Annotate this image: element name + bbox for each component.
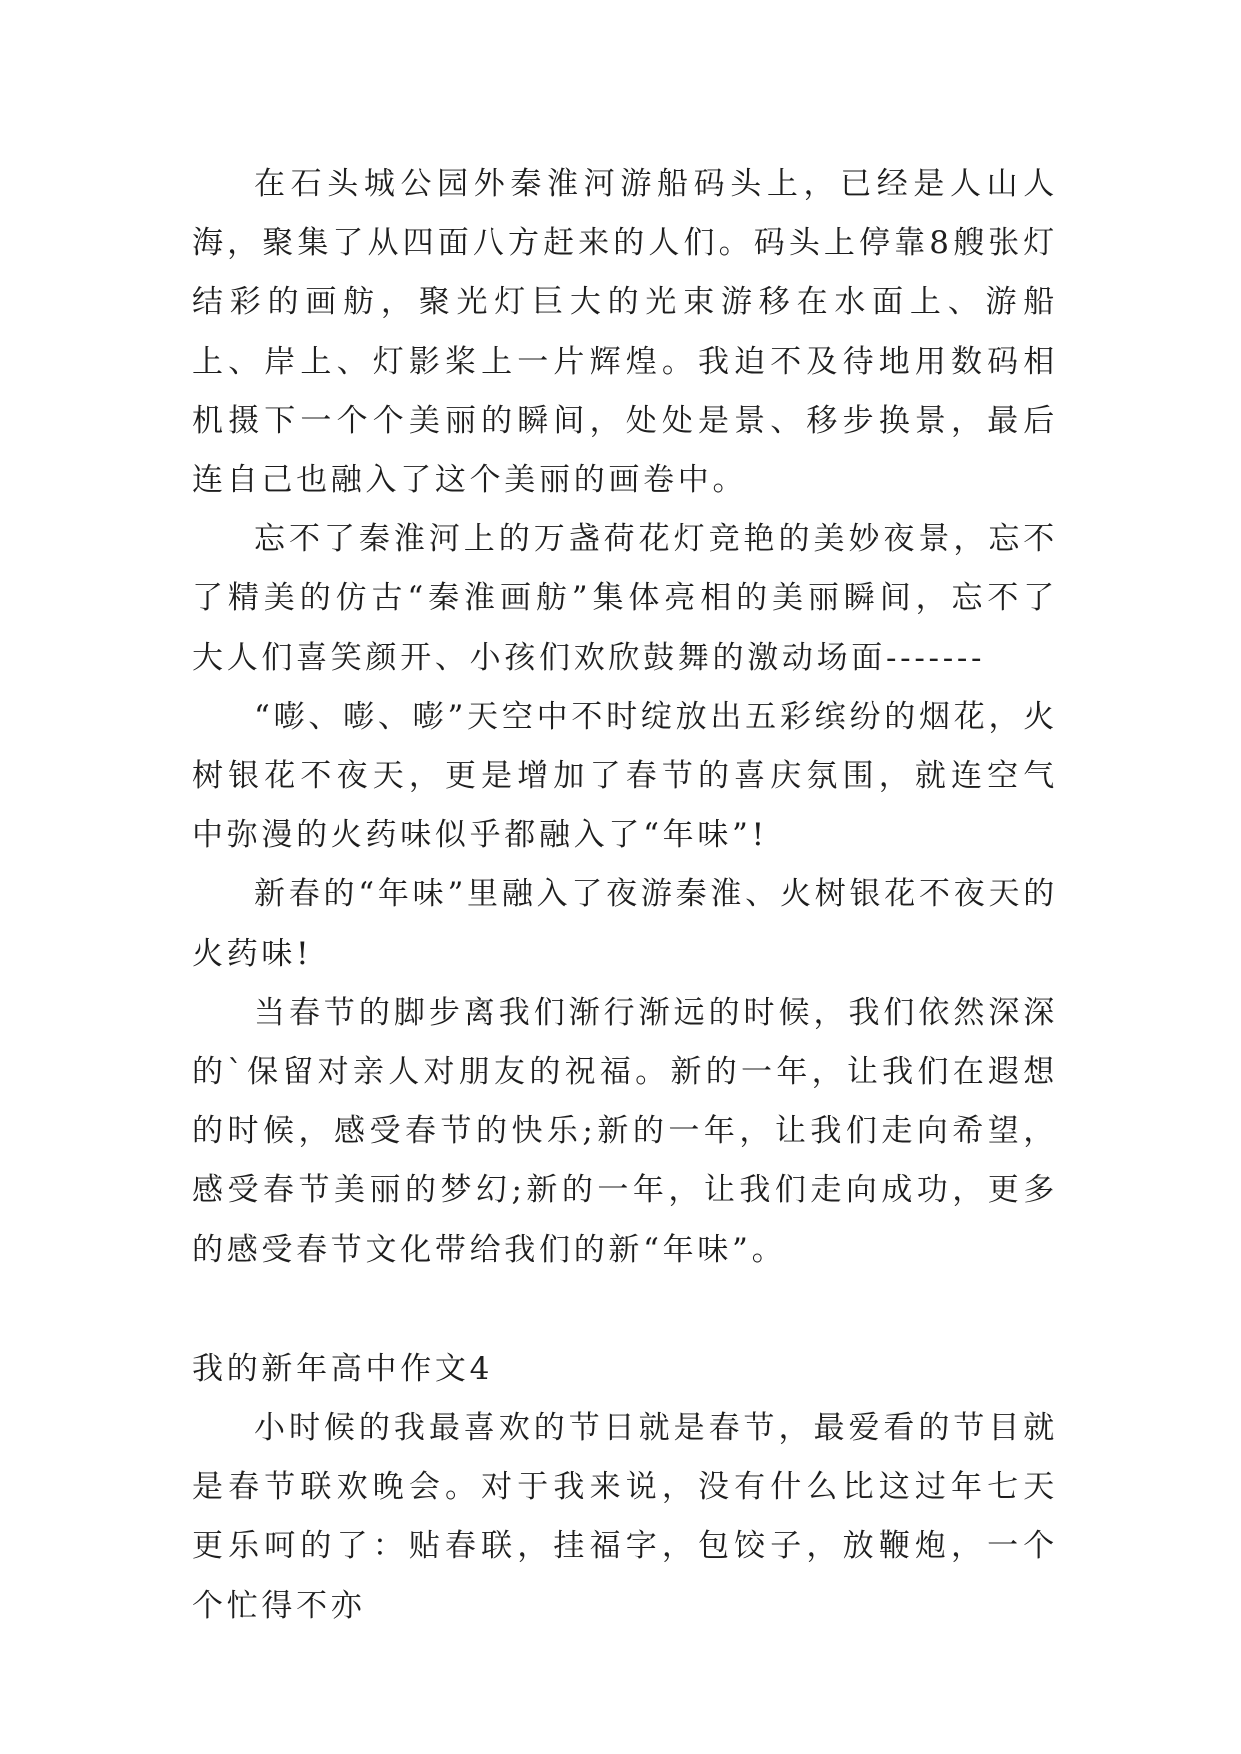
section-heading: 我的新年高中作文4 — [192, 1350, 494, 1387]
paragraph-5: 当春节的脚步离我们渐行渐远的时候，我们依然深深的`保留对亲人对朋友的祝福。新的一年，让我们在遐想的时候，感受春节的快乐;新的一年，让我们走向希望，感受春节美丽的梦幻;新的一年，让我们走向成功，更多的感受春节文化带给我们的新“年味”。 — [192, 994, 1058, 1268]
paragraph-6: 小时候的我最喜欢的节日就是春节，最爱看的节目就是春节联欢晚会。对于我来说，没有什么比这过年七天更乐呵的了：贴春联，挂福字，包饺子，放鞭炮，一个个忙得不亦 — [192, 1410, 1058, 1624]
paragraph-1: 在石头城公园外秦淮河游船码头上，已经是人山人海，聚集了从四面八方赶来的人们。码头上停靠8艘张灯结彩的画舫，聚光灯巨大的光束游移在水面上、游船上、岸上、灯影桨上一片辉煌。我迫不及待地用数码相机摄下一个个美丽的瞬间，处处是景、移步换景，最后连自己也融入了这个美丽的画卷中。 — [192, 166, 1058, 499]
document-body — [192, 155, 1058, 1636]
paragraph-3: “嘭、嘭、嘭”天空中不时绽放出五彩缤纷的烟花，火树银花不夜天，更是增加了春节的喜庆氛围，就连空气中弥漫的火药味似乎都融入了“年味”! — [192, 698, 1058, 854]
paragraph-4: 新春的“年味”里融入了夜游秦淮、火树银花不夜天的火药味! — [192, 876, 1058, 972]
paragraph-2: 忘不了秦淮河上的万盏荷花灯竞艳的美妙夜景，忘不了精美的仿古“秦淮画舫”集体亮相的美丽瞬间，忘不了大人们喜笑颜开、小孩们欢欣鼓舞的激动场面------- — [192, 521, 1058, 676]
